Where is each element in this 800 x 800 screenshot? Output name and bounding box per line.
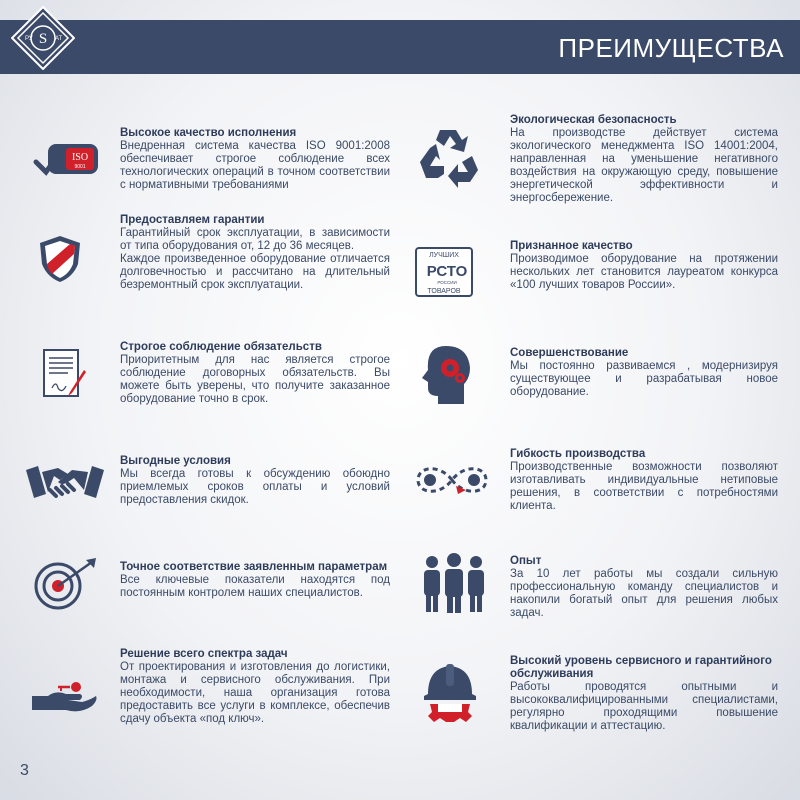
logo-letter: S	[38, 31, 48, 47]
helmet-gear-icon	[420, 662, 480, 724]
target-icon	[30, 556, 100, 612]
svg-text:РСТО: РСТО	[426, 263, 468, 280]
recycle-icon	[416, 126, 480, 188]
advantage-recognized-quality: Признанное качество Производимое оборудование на протяжении нескольких лет становится лауреатом конкурса «100 лучших товаров России».	[510, 240, 778, 291]
team-icon	[418, 552, 490, 614]
infinity-gears-icon	[412, 460, 492, 500]
rosto-badge-icon	[414, 246, 474, 298]
page-number: 3	[20, 762, 29, 779]
svg-text:ISO: ISO	[71, 152, 89, 163]
advantage-guarantee: Предоставляем гарантии Гарантийный срок эксплуатации, в зависимости от типа оборудования от, 12 до 36 месяцев. Каждое произведенное оборудование отличается долговечностью и рассчитано на длительный безремонтный срок эксплуатации.	[120, 214, 390, 291]
advantage-quality: Высокое качество исполнения Внедренная система качества ISO 9001:2008 обеспечивает строгое соблюдение всех технологических операций в точном соответствии с нормативными требованиями	[120, 127, 390, 191]
advantage-improvement: Совершенствование Мы постоянно развиваемся , модернизируя существующее и разрабатывая новое оборудование.	[510, 347, 778, 398]
company-logo	[11, 6, 75, 70]
advantage-service: Высокий уровень сервисного и гарантийного обслуживания Работы проводятся опытными и высококвалифицированными специалистами, регулярно проходящими повышение квалификации и аттестацию.	[510, 655, 778, 732]
contract-icon	[40, 348, 90, 404]
svg-text:ЛУЧШИХ: ЛУЧШИХ	[429, 252, 459, 259]
advantage-terms: Выгодные условия Мы всегда готовы к обсуждению обоюдно приемлемых сроков оплаты и условий предоставления скидок.	[120, 455, 390, 506]
advantage-obligations: Строгое соблюдение обязательств Приоритетным для нас является строгое соблюдение договорных обязательств. Вы можете быть уверены, что получите заказанное оборудование точно в срок.	[120, 341, 390, 405]
svg-text:ТОВАРОВ: ТОВАРОВ	[427, 288, 461, 295]
header-bar	[0, 20, 800, 74]
iso-badge-icon	[32, 140, 102, 180]
shield-icon	[38, 234, 82, 284]
advantage-full-range: Решение всего спектра задач От проектирования и изготовления до логистики, монтажа и сервисного обслуживания. При необходимости, наша организация готова предоставить все услуги в комплексе, обеспечив сдачу объекта «под ключ».	[120, 648, 390, 725]
head-gears-icon	[420, 344, 474, 406]
advantage-ecology: Экологическая безопасность На производстве действует система экологического менеджмента ISO 14001:2004, направленная на уменьшение негативного воздействия на окружающую среду, повышение энергетической эффективности и энергосбережение.	[510, 114, 778, 204]
key-hand-icon	[30, 680, 100, 714]
svg-text:РОССИИ: РОССИИ	[437, 280, 457, 285]
advantage-flexibility: Гибкость производства Производственные возможности позволяют изготавливать индивидуальные нетиповые решения, в соответствии с потребностями клиента.	[510, 448, 778, 512]
handshake-icon	[24, 460, 106, 504]
page-title: ПРЕИМУЩЕСТВА	[558, 33, 784, 63]
logo-text-left: РУ	[25, 36, 33, 42]
advantage-parameters: Точное соответствие заявленным параметрам Все ключевые показатели находятся под постоянным контролем наших специалистов.	[120, 561, 390, 599]
logo-text-right: АТ	[55, 36, 63, 42]
advantage-experience: Опыт За 10 лет работы мы создали сильную профессиональную команду специалистов и накопили богатый опыт для решения любых задач.	[510, 555, 778, 619]
svg-text:9001: 9001	[74, 164, 86, 170]
